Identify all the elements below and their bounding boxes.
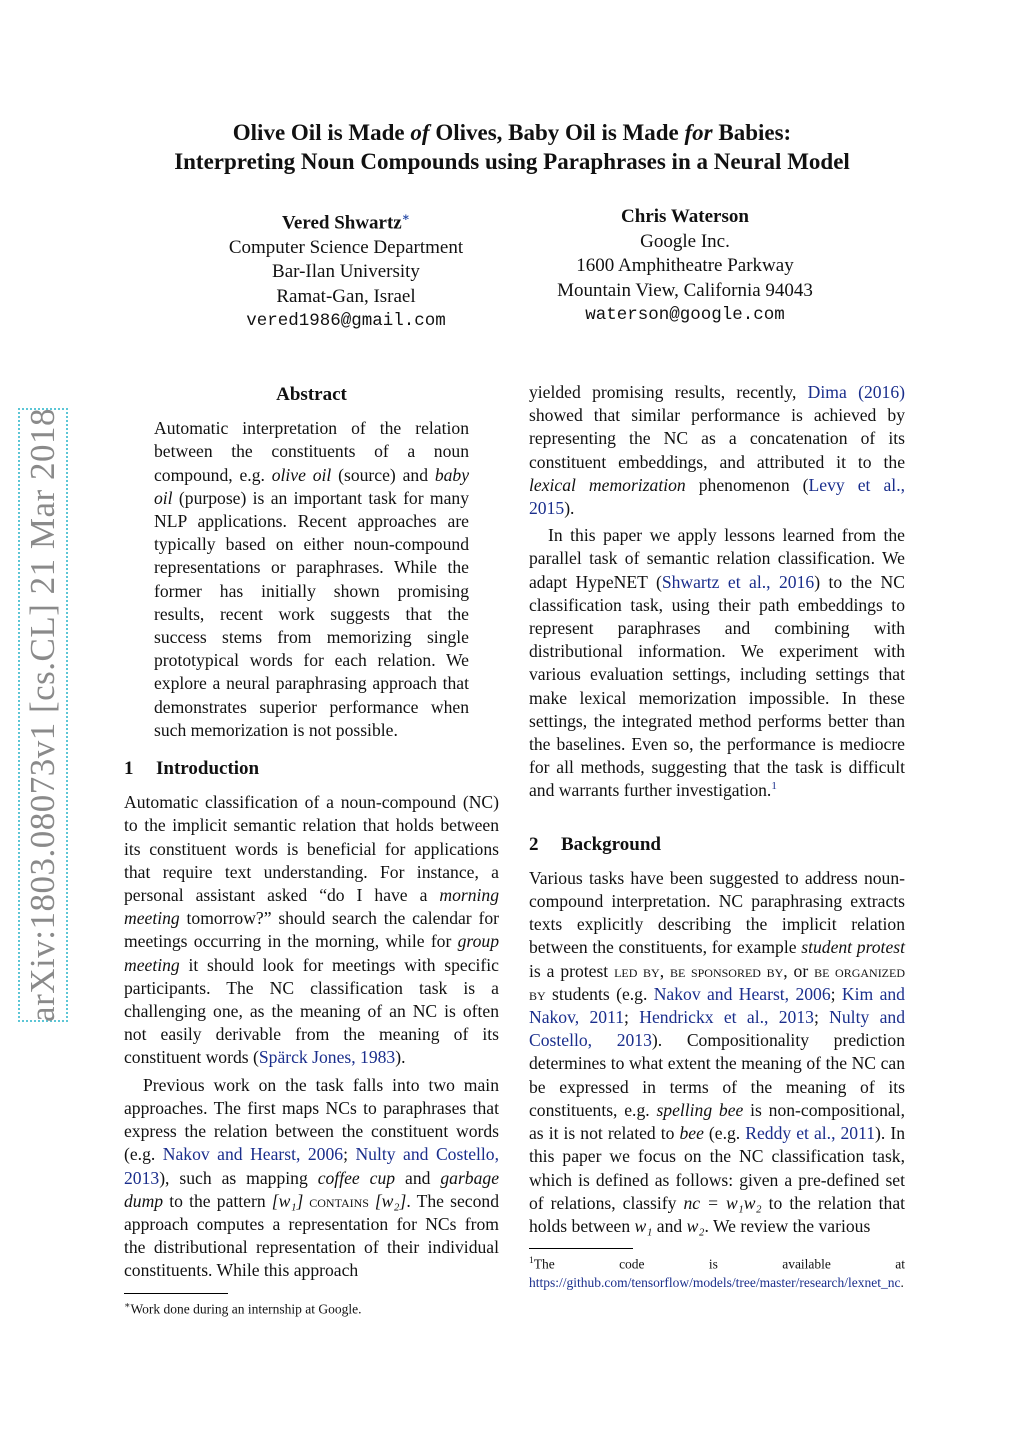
footnote-right: $^1$The code is available at https://github.com/tensorflow/models/tree/master/research/lexnet_nc. xyxy=(529,1256,905,1290)
abstract-text: Automatic interpretation of the relation between the constituents of a noun compound, e.g. olive oil (source) and baby oil (purpose) is an important task for many NLP applications. Recent approaches are typically based on either noun-compound representations or paraphrases. While the former has initially shown promising results, recent work suggests that the success stems from memorizing single prototypical words for each relation. We explore a neural paraphrasing approach that demonstrates superior performance when such memorization is not possible. xyxy=(154,418,470,740)
footnote-left: ∗Work done during an internship at Google. xyxy=(124,1300,362,1317)
citation-link[interactable]: Nulty and Costello, 2013 xyxy=(124,1144,499,1188)
citation-link[interactable]: Kim and Nakov, 2011 xyxy=(529,983,905,1028)
footnote-rule xyxy=(529,1248,633,1249)
author-affiliation: Google Inc. xyxy=(640,230,730,252)
paragraph: yielded promising results, recently, Dima (2016) showed that similar performance is achieved by representing the NC as a concatenation of its constituent embeddings, and attributed it to the lexical memorization phenomenon (Levy et al., 2015). xyxy=(529,382,905,519)
citation-link[interactable]: Hendrickx et al., 2013 xyxy=(639,1007,814,1028)
paragraph: In this paper we apply lessons learned from the parallel task of semantic relation classification. We adapt HypeNET (Shwartz et al., 2016) to the NC classification task, using their path embeddings to represent paraphrases and combining with distributional information. We experiment with various evaluation settings, including settings that make lexical memorization impossible. In these settings, the integrated method performs better than the baselines. Even so, the performance is mediocre for all methods, suggesting that the task is difficult and warrants further investigation.$^1$ xyxy=(529,525,905,801)
right-column xyxy=(529,381,905,1292)
author-affiliation: Bar-Ilan University xyxy=(272,261,420,283)
citation-link[interactable]: Dima (2016) xyxy=(807,382,905,402)
paragraph: Automatic classification of a noun-compound (NC) to the implicit semantic relation that holds between its constituent words is beneficial for applications that require text understanding. For instance, a personal assistant asked “do I have a morning meeting tomorrow?” should search the calendar for meetings occurring in the morning, while for group meeting it should look for meetings with specific participants. The NC classification task is a challenging one, as the meaning of an NC is often not easily derivable from the meaning of its constituent words (Spärck Jones, 1983). xyxy=(124,792,499,1068)
section-heading-background: 2 Background xyxy=(529,833,661,855)
author-affiliation: Ramat-Gan, Israel xyxy=(276,285,416,307)
author-affiliation: Computer Science Department xyxy=(228,236,464,258)
author-name: Chris Waterson xyxy=(621,206,749,227)
citation-link[interactable]: Nakov and Hearst, 2006 xyxy=(162,1144,344,1165)
author-affiliation: 1600 Amphitheatre Parkway xyxy=(576,255,794,276)
abstract-heading: Abstract xyxy=(276,384,347,405)
paragraph: Various tasks have been suggested to address noun-compound interpretation. NC paraphrasing extracts texts explicitly describing the implicit relation between the constituents, for example student protest is a protest led by, be sponsored by, or be organized by students (e.g. Nakov and Hearst, 2006; Kim and Nakov, 2011; Hendrickx et al., 2013; Nulty and Costello, 2013). Compositionality prediction determines to what extent the meaning of the NC can be expressed in terms of the meaning of its constituents, e.g. spelling bee is non-compositional, as it is not related to bee (e.g. Reddy et al., 2011). In this paper we focus on the NC classification task, which is defined as follows: given a pre-defined set of relations, classify nc = w₁w₂ to the relation that holds between w₁ and w₂. We review the various xyxy=(529,867,906,1236)
footnote-rule xyxy=(124,1293,228,1294)
citation-link[interactable]: Nakov and Hearst, 2006 xyxy=(653,983,831,1004)
paragraph: Previous work on the task falls into two main approaches. The first maps NCs to paraphrases that express the relation between the constituent words (e.g. Nakov and Hearst, 2006; Nulty and Costello, 2013), such as mapping coffee cup and garbage dump to the pattern [w₁] contains [w₂]. The second approach computes a representation for NCs from the distributional representation of their individual constituents. While this approach xyxy=(124,1074,499,1281)
author-block-1: Vered Shwartz∗ Computer Science Department Bar-Ilan University Ramat-Gan, Israel vered1986@gmail.com xyxy=(196,205,496,334)
left-column xyxy=(124,381,499,1318)
author-affiliation: Mountain View, California 94043 xyxy=(557,279,813,301)
citation-link[interactable]: Reddy et al., 2011 xyxy=(745,1123,876,1144)
arxiv-stamp: arXiv:1803.08073v1 [cs.CL] 21 Mar 2018 xyxy=(23,408,62,1022)
citation-link[interactable]: Nulty and Costello, 2013 xyxy=(529,1007,905,1051)
citation-link[interactable]: Spärck Jones, 1983 xyxy=(258,1047,396,1068)
author-block-2 xyxy=(535,205,835,328)
citation-link[interactable]: Shwartz et al., 2016 xyxy=(661,571,815,592)
citation-link[interactable]: Levy et al., 2015 xyxy=(529,474,905,519)
footnote-marker[interactable]: 1 xyxy=(771,780,777,793)
code-url-link[interactable]: https://github.com/tensorflow/models/tree/master/research/lexnet_nc xyxy=(529,1274,901,1290)
author-name: Vered Shwartz xyxy=(281,212,402,234)
paper-title: Olive Oil is Made of Olives, Baby Oil is Made for Babies: Interpreting Noun Compounds using Paraphrases in a Neural Model xyxy=(174,120,850,174)
author-email[interactable]: vered1986@gmail.com xyxy=(246,311,446,332)
author-email[interactable]: waterson@google.com xyxy=(585,305,785,325)
section-heading-introduction: 1 Introduction xyxy=(124,758,260,780)
